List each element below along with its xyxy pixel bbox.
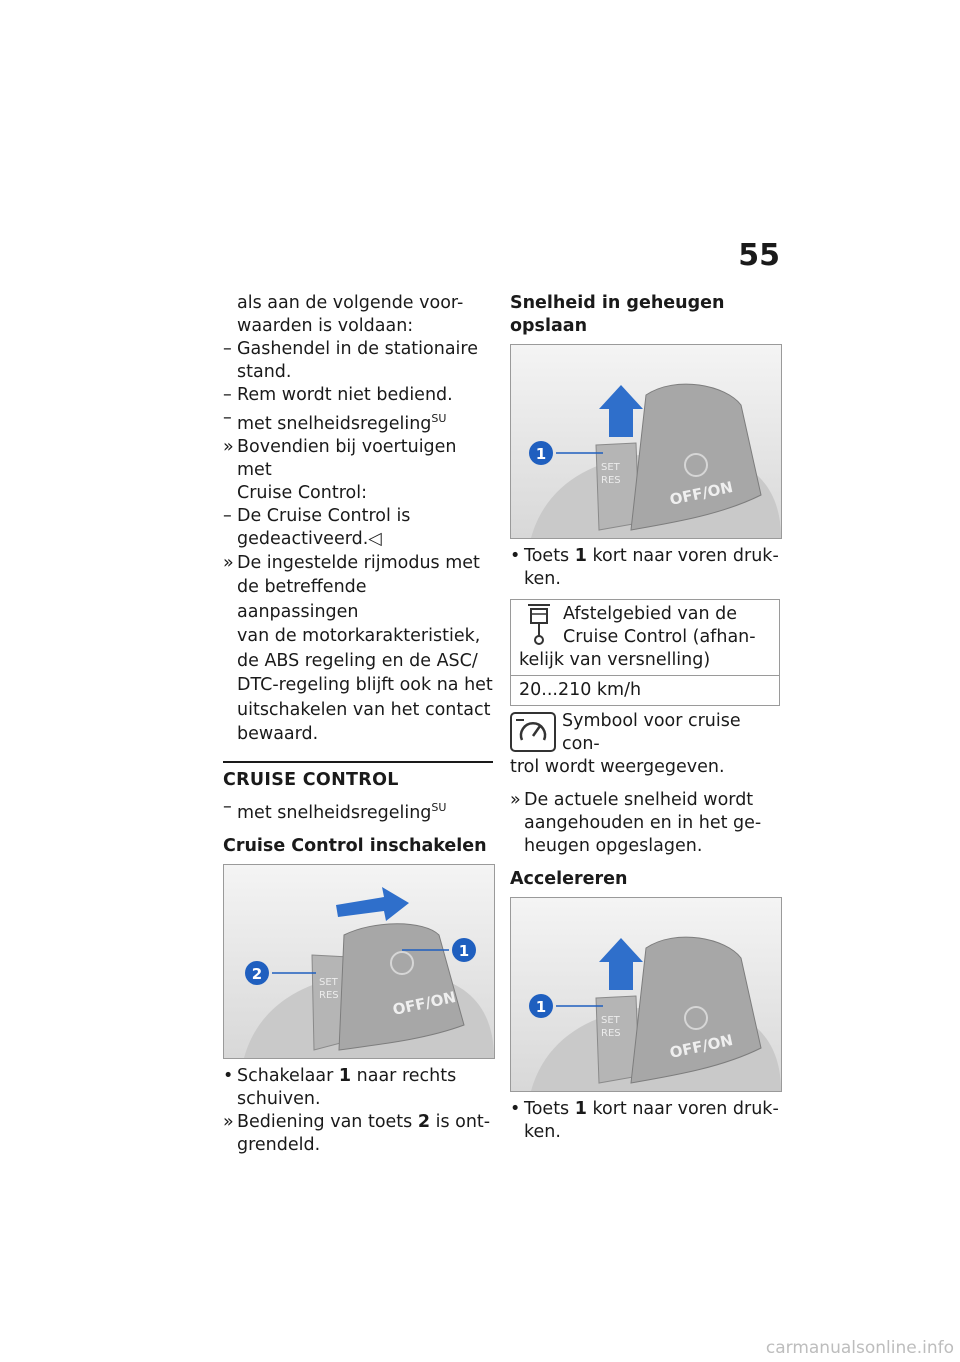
list-item: » Bediening van toets 2 is ont- grendeld. (223, 1111, 491, 1155)
list-item: • Toets 1 kort naar voren druk- ken. (510, 1099, 779, 1142)
list-item: • Schakelaar 1 naar rechts schuiven. (223, 1065, 457, 1109)
list-item: » De actuele snelheid wordt aangehouden en in het ge- heugen opgeslagen. (510, 790, 762, 856)
section-divider (223, 761, 493, 825)
svg-text:1: 1 (535, 445, 547, 463)
switch-label: OFF/ON (668, 477, 735, 509)
section-title: CRUISE CONTROL (223, 769, 399, 790)
svg-text:SET: SET (601, 1015, 620, 1026)
svg-text:SET: SET (601, 462, 620, 473)
list-item: – met snelheidsregeling$^{SU}$ (223, 408, 447, 434)
switch-label: OFF/ON (391, 987, 458, 1019)
svg-text:2: 2 (251, 964, 263, 983)
right-column (510, 292, 782, 1144)
spec-table (510, 599, 780, 706)
subheading: Accelereren (510, 869, 628, 889)
spec-header: Afstelgebied van de Cruise Control (afhan- kelijk van versnelling) (519, 604, 756, 670)
svg-text:RES: RES (319, 989, 339, 1001)
page-number: 55 (738, 238, 780, 273)
list-item: – De Cruise Control is gedeactiveerd.◁ (223, 505, 411, 549)
subheading: Cruise Control inschakelen (223, 835, 487, 856)
svg-text:1: 1 (535, 998, 547, 1016)
cruise-switch-figure-set (510, 344, 782, 539)
symbol-note: Symbool voor cruise con- trol wordt weergegeven. (510, 711, 741, 777)
svg-text:RES: RES (601, 475, 621, 486)
intro-text: als aan de volgende voor- waarden is voldaan: (237, 293, 464, 336)
cruise-switch-figure-accelerate (510, 897, 782, 1092)
left-column (223, 292, 493, 1157)
footer-watermark[interactable]: carmanualsonline.info (765, 1338, 954, 1358)
switch-label: OFF/ON (668, 1030, 735, 1062)
spec-value: 20...210 km/h (511, 676, 780, 706)
cruise-switch-figure (223, 864, 495, 1059)
list-item: – Rem wordt niet bediend. (223, 385, 453, 405)
list-item: – met snelheidsregeling$^{SU}$ (223, 796, 447, 823)
svg-text:RES: RES (601, 1028, 621, 1039)
subheading: Snelheid in geheugen opslaan (510, 293, 725, 336)
svg-text:SET: SET (319, 976, 338, 988)
cruise-control-icon (510, 712, 556, 752)
list-item: » De ingestelde rijmodus met de betreffende aanpassingen van de motorkarakteristiek, de ABS regeling en de ASC/ DTC-regeling blijft ook na het uitschakelen van het contact bewaard. (223, 552, 493, 745)
list-item: » Bovendien bij voertuigen met Cruise Control: (223, 436, 457, 503)
svg-text:1: 1 (458, 941, 470, 960)
engine-piston-icon (523, 603, 555, 647)
list-item: – Gashendel in de stationaire stand. (223, 339, 478, 382)
list-item: • Toets 1 kort naar voren druk- ken. (510, 546, 779, 589)
